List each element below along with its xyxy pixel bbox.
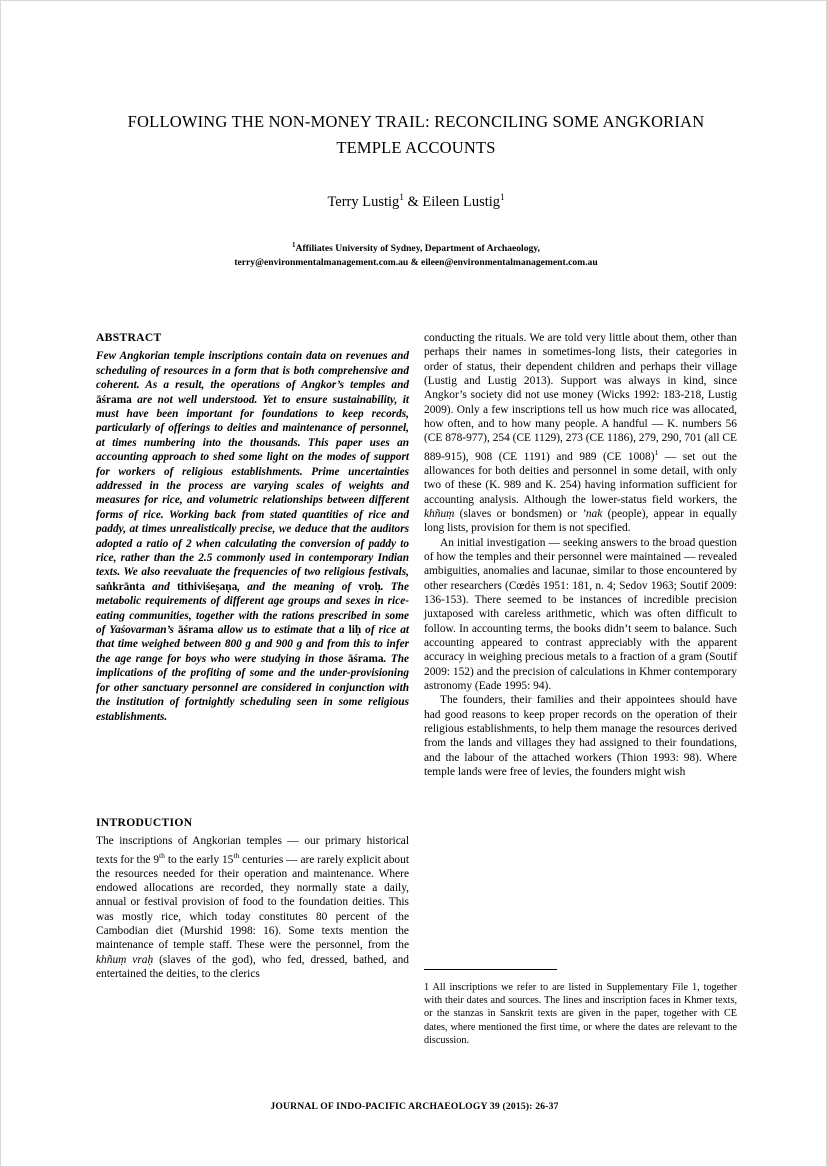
page-title: FOLLOWING THE NON-MONEY TRAIL: RECONCILING SOME ANGKORIAN TEMPLE ACCOUNTS	[127, 112, 705, 157]
footnote-ref-1[interactable]: 1	[654, 447, 659, 457]
left-column	[96, 331, 409, 981]
intro-text-c: centuries — are rarely explicit about the resources needed for their operation and maintenance. Where endowed allocations are recorded, they normally state a daily, annual or festival provision of food to the foundation deities. This was mostly rice, which today constitutes 80 percent of the Cambodian diet (Murshid 1998: 16). Some texts mention the maintenance of temple staff. These were the personnel, from the	[96, 853, 409, 952]
right-p1-d: (people), appear in equally long lists, provision for them is not specified.	[424, 507, 737, 535]
intro-text-b: to the early 15	[164, 853, 234, 866]
author-second: Eileen Lustig	[422, 193, 501, 210]
affiliation-text: Affiliates University of Sydney, Department of Archaeology,	[295, 243, 540, 255]
affiliation-block	[96, 238, 736, 270]
affiliation-marker: 1	[292, 240, 296, 249]
term-khnum: khñuṃ	[424, 507, 455, 520]
abstract-heading: ABSTRACT	[96, 331, 162, 344]
footnote-1: 1 All inscriptions we refer to are listed in Supplementary File 1, together with their dates and sources. The lines and inscription faces in Khmer texts, or the stanzas in Sanskrit texts are given in the paper, together with CE dates, where mentioned the first time, or where the dates are relevant to the discussion.	[424, 982, 737, 1046]
abstract-text-2: are not well understood. Yet to ensure sustainability, it must have been important for foundations to keep records, particularly of offerings to deities and maintenance of personnel, at times numbering into the thousands. This paper uses an accounting approach to shed some light on the modes of support for workers of religious establishments. Prime uncertainties addressed in the process are varying scales of weights and measures for rice, and volumetric relationships between different forms of rice. Working back from stated quantities of rice and paddy, at times unrealistically precise, we deduce that the auditors adopted a ratio of 2 when calculating the conversion of paddy to rice, rather than the 2.5 commonly used in contemporary Indian texts. We also reevaluate the frequencies of two religious festivals,	[96, 393, 409, 579]
abstract-text-1: Few Angkorian temple inscriptions contain data on revenues and scheduling of resources in a form that is both comprehensive and coherent. As a result, the operations of Angkor’s temples and	[96, 350, 409, 392]
term-nak: ’nak	[582, 507, 603, 520]
abstract-paragraph	[96, 349, 409, 724]
term-sankranta: saṅkrānta	[96, 580, 145, 593]
abstract-text-5: . The metabolic requirements of different age groups and sexes in rice-eating communities, together with the rations prescribed in some of Yaśovarman’s	[96, 580, 409, 637]
title-block	[96, 109, 736, 270]
abstract-text-4: , and the meaning of	[237, 580, 359, 593]
author-first: Terry Lustig	[327, 193, 400, 210]
right-paragraph-2: An initial investigation — seeking answers to the broad question of how the temples and their personnel were maintained — revealed ambiguities, anomalies and lacunae, similar to those encountered by other researchers (Cœdès 1951: 181, n. 4; Sedov 1963; Soutif 2009: 136-153). There seemed to be instances of incredible precision juxtaposed with careless arithmetic, which was often difficult to follow. In accounting terms, the books didn’t seem to balance. Such accounting appeared to contrast appreciably with the apparent accuracy in weighing precious metals to a fraction of a gram (Soutif 2009: 152) and the precision of calculations in Khmer contemporary astronomy (Eade 1995: 94).	[424, 536, 737, 693]
author-second-marker: 1	[500, 192, 505, 202]
abstract-text-6: allow us to estimate that a	[213, 624, 349, 637]
right-paragraph-1	[424, 331, 737, 536]
right-p1-a: conducting the rituals. We are told very little about them, other than perhaps their names in sometimes-long lists, their categories in order of status, their dependent children and perhaps their village (Lustig and Lustig 2013). Support was always in kind, since Angkor’s society did not use money (Wicks 1992: 183-218, Lustig 2009). Only a few inscriptions tell us how much rice was allocated, how often, and to how many people. A handful — K. numbers 56 (CE 878-977), 254 (CE 1129), 273 (CE 1186), 279, 290, 701 (all CE 889-915), 908 (CE 1191) and 989 (CE 1008)	[424, 332, 737, 463]
author-join: &	[407, 193, 419, 210]
term-lih: liḥ	[348, 624, 362, 637]
page-sheet	[1, 1, 826, 1166]
term-asrama-2: āśrama	[177, 624, 214, 637]
intro-text-a: The inscriptions of Angkorian temples — our primary historical texts for the 9	[96, 835, 409, 866]
footnote-separator-rule	[424, 969, 557, 970]
author-line	[96, 187, 736, 212]
term-tithivisesana: tithiviśeṣaṇa	[176, 580, 238, 593]
ordinal-th-2: th	[233, 850, 240, 860]
right-p1-c: (slaves or bondsmen) or	[454, 507, 583, 520]
term-asrama-3: āśrama	[347, 652, 384, 665]
right-p1-b: — set out the allowances for both deities and personnel in some detail, with only two of these (K. 989 and K. 254) having information sufficient for accounting analysis. Although the lower-status field workers, the	[424, 450, 737, 506]
page-footer: JOURNAL OF INDO-PACIFIC ARCHAEOLOGY 39 (2015): 26-37	[270, 1101, 559, 1112]
affiliation-line-1	[96, 238, 736, 256]
ordinal-th-1: th	[159, 850, 165, 860]
section-spacer	[96, 724, 409, 816]
term-vroh: vroḥ	[358, 580, 381, 593]
author-first-marker: 1	[399, 192, 404, 202]
footnote-block	[424, 969, 737, 1047]
abstract-text-7: of rice at that time weighed between 800 g and 900 g and from this to infer the age range for boys who were studying in those	[96, 624, 409, 665]
abstract-text-8: . The implications of the profiting of some and the under-provisioning for other sanctuary personnel are considered in conjunction with the institution of fortnightly scheduling seen in some religious establishments.	[96, 652, 409, 723]
affiliation-emails: terry@environmentalmanagement.com.au & eileen@environmentalmanagement.com.au	[234, 257, 598, 269]
term-khnum-vrah: khñuṃ vraḥ	[96, 953, 154, 966]
intro-text-d: (slaves of the god), who fed, dressed, bathed, and entertained the deities, to the clerics	[96, 953, 409, 981]
introduction-heading: INTRODUCTION	[96, 815, 193, 829]
right-paragraph-3: The founders, their families and their appointees should have had good reasons to keep proper records on the operation of their religious establishments, to help them manage the resources derived from the lands and villages they had assigned to their foundations, and the labour of the attached workers (Thion 1993: 98). Where temple lands were free of levies, the founders might wish	[424, 694, 737, 779]
right-column	[424, 331, 737, 779]
introduction-paragraph	[96, 834, 409, 981]
abstract-text-3: and	[144, 580, 177, 593]
term-asrama-1: āśrama	[96, 393, 132, 406]
